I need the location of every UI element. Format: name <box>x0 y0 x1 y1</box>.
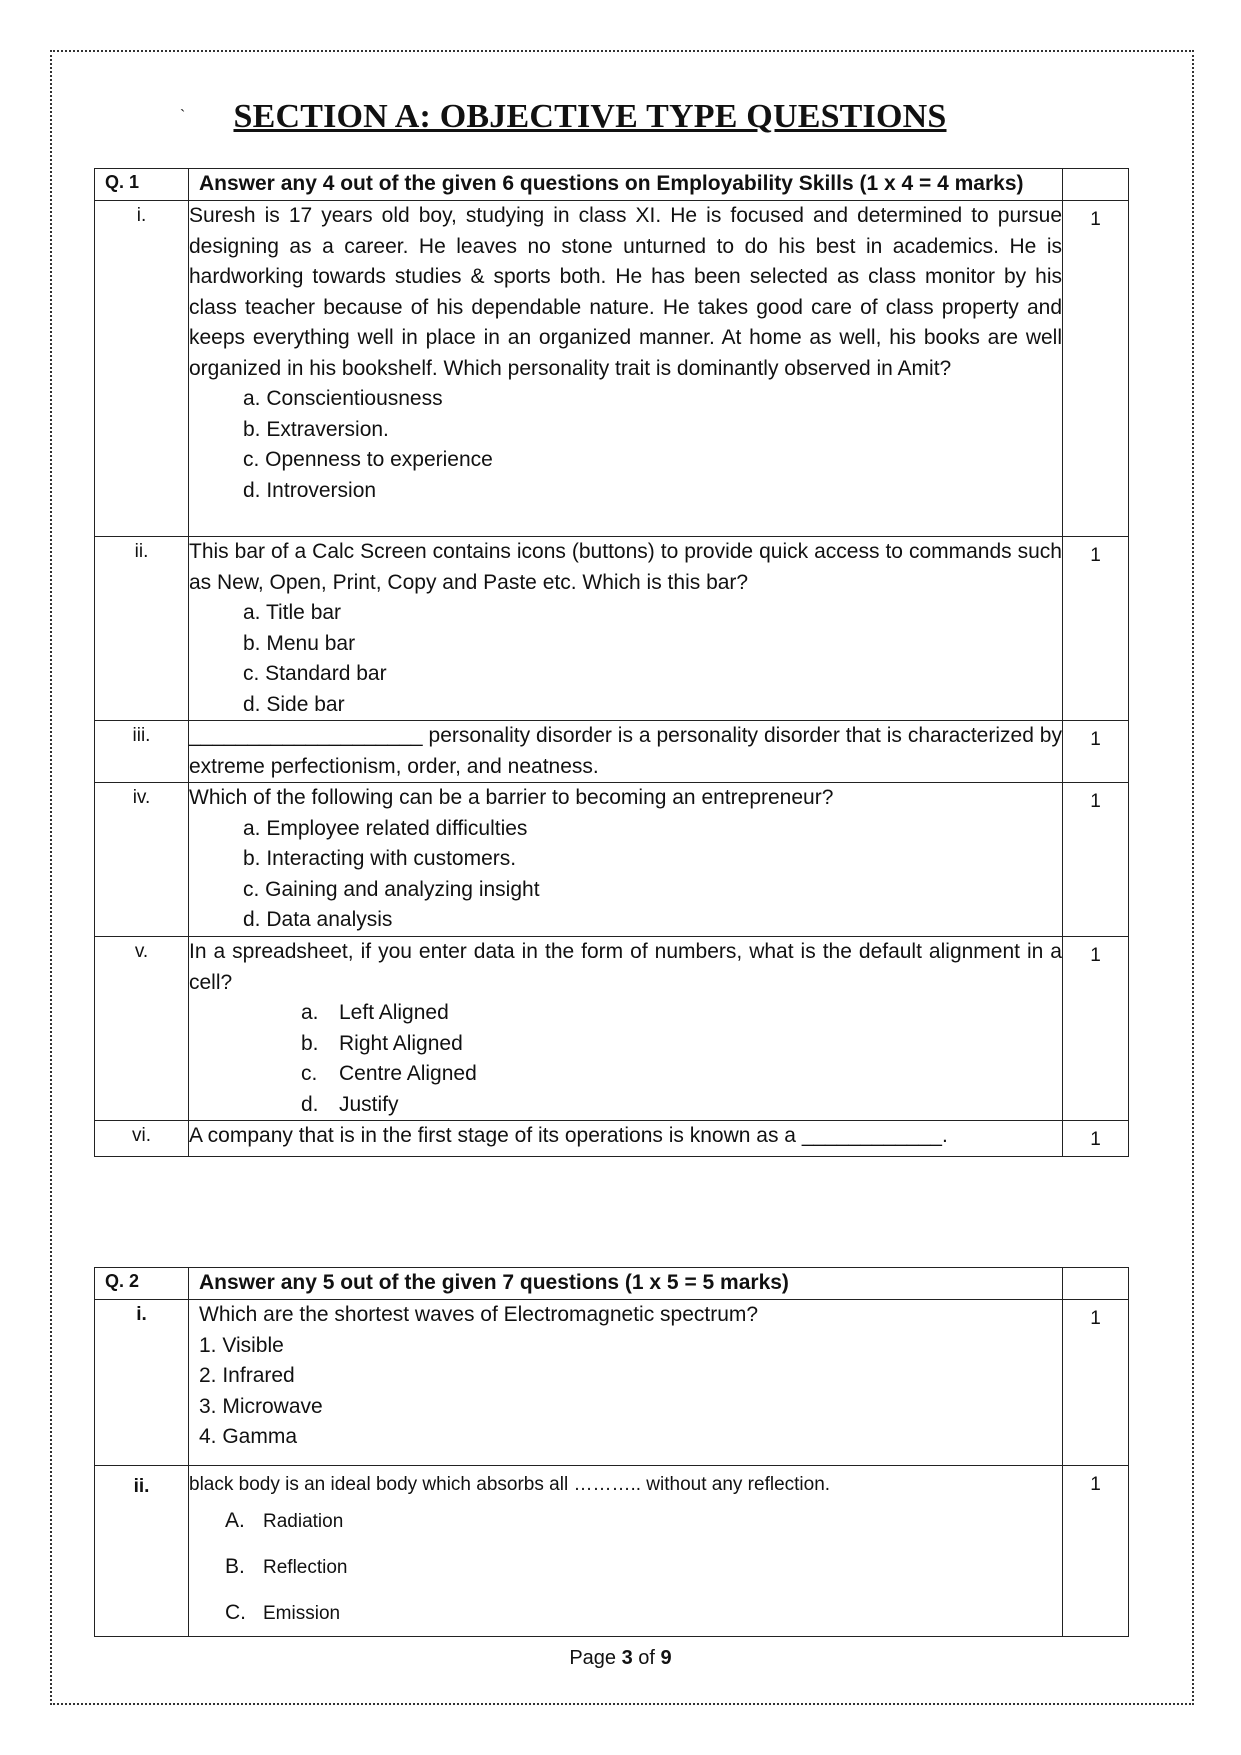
option-letter: b. <box>301 1031 319 1055</box>
question-roman: iv. <box>95 783 189 937</box>
option: c. Openness to experience <box>243 448 493 471</box>
question-roman: v. <box>95 937 189 1121</box>
question-body <box>189 1121 1063 1157</box>
option-text: Reflection <box>263 1557 348 1578</box>
option: b. Interacting with customers. <box>243 847 517 870</box>
question-text <box>189 721 1062 782</box>
question-roman: vi. <box>95 1121 189 1157</box>
option: a. Title bar <box>243 601 342 624</box>
option-text: Emission <box>263 1603 341 1624</box>
question-text: Which are the shortest waves of Electromagnetic spectrum? <box>199 1303 759 1326</box>
marks: 1 <box>1063 783 1129 937</box>
question-row <box>95 1300 1129 1466</box>
question-body <box>189 783 1063 937</box>
option: c. Gaining and analyzing insight <box>243 877 540 901</box>
option <box>189 1029 1062 1060</box>
option: 2. Infrared <box>199 1364 295 1387</box>
question-row <box>95 1121 1129 1157</box>
question-text: black body is an ideal body which absorbs all ……….. without any reflection. <box>189 1474 831 1495</box>
option-text: Justify <box>339 1092 399 1116</box>
stray-mark: ` <box>180 108 186 125</box>
option: 3. Microwave <box>199 1394 323 1418</box>
question-roman: iii. <box>95 721 189 783</box>
question-1-table <box>94 168 1129 1157</box>
option <box>189 1590 1062 1636</box>
option-text: Left Aligned <box>339 1001 449 1024</box>
option: b. Extraversion. <box>243 417 389 441</box>
marks: 1 <box>1063 1466 1129 1637</box>
question-instructions: Answer any 4 out of the given 6 questions on Employability Skills (1 x 4 = 4 marks) <box>189 169 1063 201</box>
option: d. Data analysis <box>243 908 393 931</box>
question-row <box>95 783 1129 937</box>
question-text: Which of the following can be a barrier to becoming an entrepreneur? <box>189 786 834 809</box>
option <box>189 998 1062 1029</box>
question-roman: ii. <box>95 537 189 721</box>
option <box>189 1498 1062 1544</box>
question-row <box>95 937 1129 1121</box>
option-text: Right Aligned <box>339 1031 463 1055</box>
section-title: SECTION A: OBJECTIVE TYPE QUESTIONS <box>233 98 947 135</box>
question-row <box>95 1466 1129 1637</box>
question-text-rest: personality disorder is a personality disorder that is characterized by extreme perfectionism, order, and neatness. <box>189 724 1062 778</box>
option <box>189 1090 1062 1121</box>
question-instructions: Answer any 5 out of the given 7 questions (1 x 5 = 5 marks) <box>189 1268 1063 1300</box>
marks: 1 <box>1063 1121 1129 1157</box>
question-row <box>95 537 1129 721</box>
option: 4. Gamma <box>199 1425 298 1448</box>
footer-prefix: Page <box>569 1647 622 1669</box>
question-row <box>95 201 1129 537</box>
option-letter: d. <box>301 1092 319 1116</box>
question-2-table <box>94 1267 1129 1637</box>
option: d. Introversion <box>243 478 377 502</box>
option <box>189 1059 1062 1090</box>
option-letter: C. <box>225 1601 246 1624</box>
question-body <box>189 537 1063 721</box>
marks: 1 <box>1063 537 1129 721</box>
question-roman: ii. <box>95 1466 189 1637</box>
page-footer <box>0 1647 1241 1670</box>
option: b. Menu bar <box>243 631 356 655</box>
option: a. Conscientiousness <box>243 387 443 410</box>
question-text: This bar of a Calc Screen contains icons (buttons) to provide quick access to commands such as New, Open, Print, Copy and Paste etc. Which is this bar? <box>189 540 1062 594</box>
option-letter: A. <box>225 1509 245 1532</box>
option: c. Standard bar <box>243 662 387 685</box>
question-roman: i. <box>95 201 189 537</box>
marks: 1 <box>1063 1300 1129 1466</box>
option-letter: B. <box>225 1555 245 1578</box>
question-number: Q. 2 <box>95 1268 189 1300</box>
option-text: Centre Aligned <box>339 1062 477 1085</box>
question-roman: i. <box>95 1300 189 1466</box>
marks-header-cell <box>1063 169 1129 201</box>
question-body <box>189 201 1063 537</box>
current-page-number: 3 <box>621 1647 633 1669</box>
question-body <box>189 721 1063 783</box>
question-number: Q. 1 <box>95 169 189 201</box>
option: a. Employee related difficulties <box>243 816 528 840</box>
option-text: Radiation <box>263 1511 344 1532</box>
marks: 1 <box>1063 721 1129 783</box>
question-body <box>189 1300 1063 1466</box>
marks: 1 <box>1063 937 1129 1121</box>
question-text: A company that is in the first stage of its operations is known as a ____________. <box>189 1124 948 1147</box>
option: 1. Visible <box>199 1333 284 1357</box>
question-row <box>95 721 1129 783</box>
marks-header-cell <box>1063 1268 1129 1300</box>
option <box>189 1544 1062 1590</box>
option-letter: c. <box>301 1062 318 1085</box>
fill-blank: ____________________ <box>189 724 423 747</box>
question-body <box>189 1466 1063 1637</box>
option-letter: a. <box>301 1001 319 1024</box>
total-pages-number: 9 <box>660 1647 672 1669</box>
question-text: In a spreadsheet, if you enter data in the form of numbers, what is the default alignment in a cell? <box>189 940 1062 994</box>
question-body <box>189 937 1063 1121</box>
question-text: Suresh is 17 years old boy, studying in class XI. He is focused and determined to pursue designing as a career. He leaves no stone unturned to do his best in academics. He is hardworking towards studies & sports both. He has been selected as class monitor by his class teacher because of his dependable nature. He takes good care of class property and keeps everything well in place in an organized manner. At home as well, his books are well organized in his bookshelf. Which personality trait is dominantly observed in Amit? <box>189 204 1062 380</box>
footer-middle: of <box>632 1647 661 1669</box>
option: d. Side bar <box>243 692 345 716</box>
marks: 1 <box>1063 201 1129 537</box>
